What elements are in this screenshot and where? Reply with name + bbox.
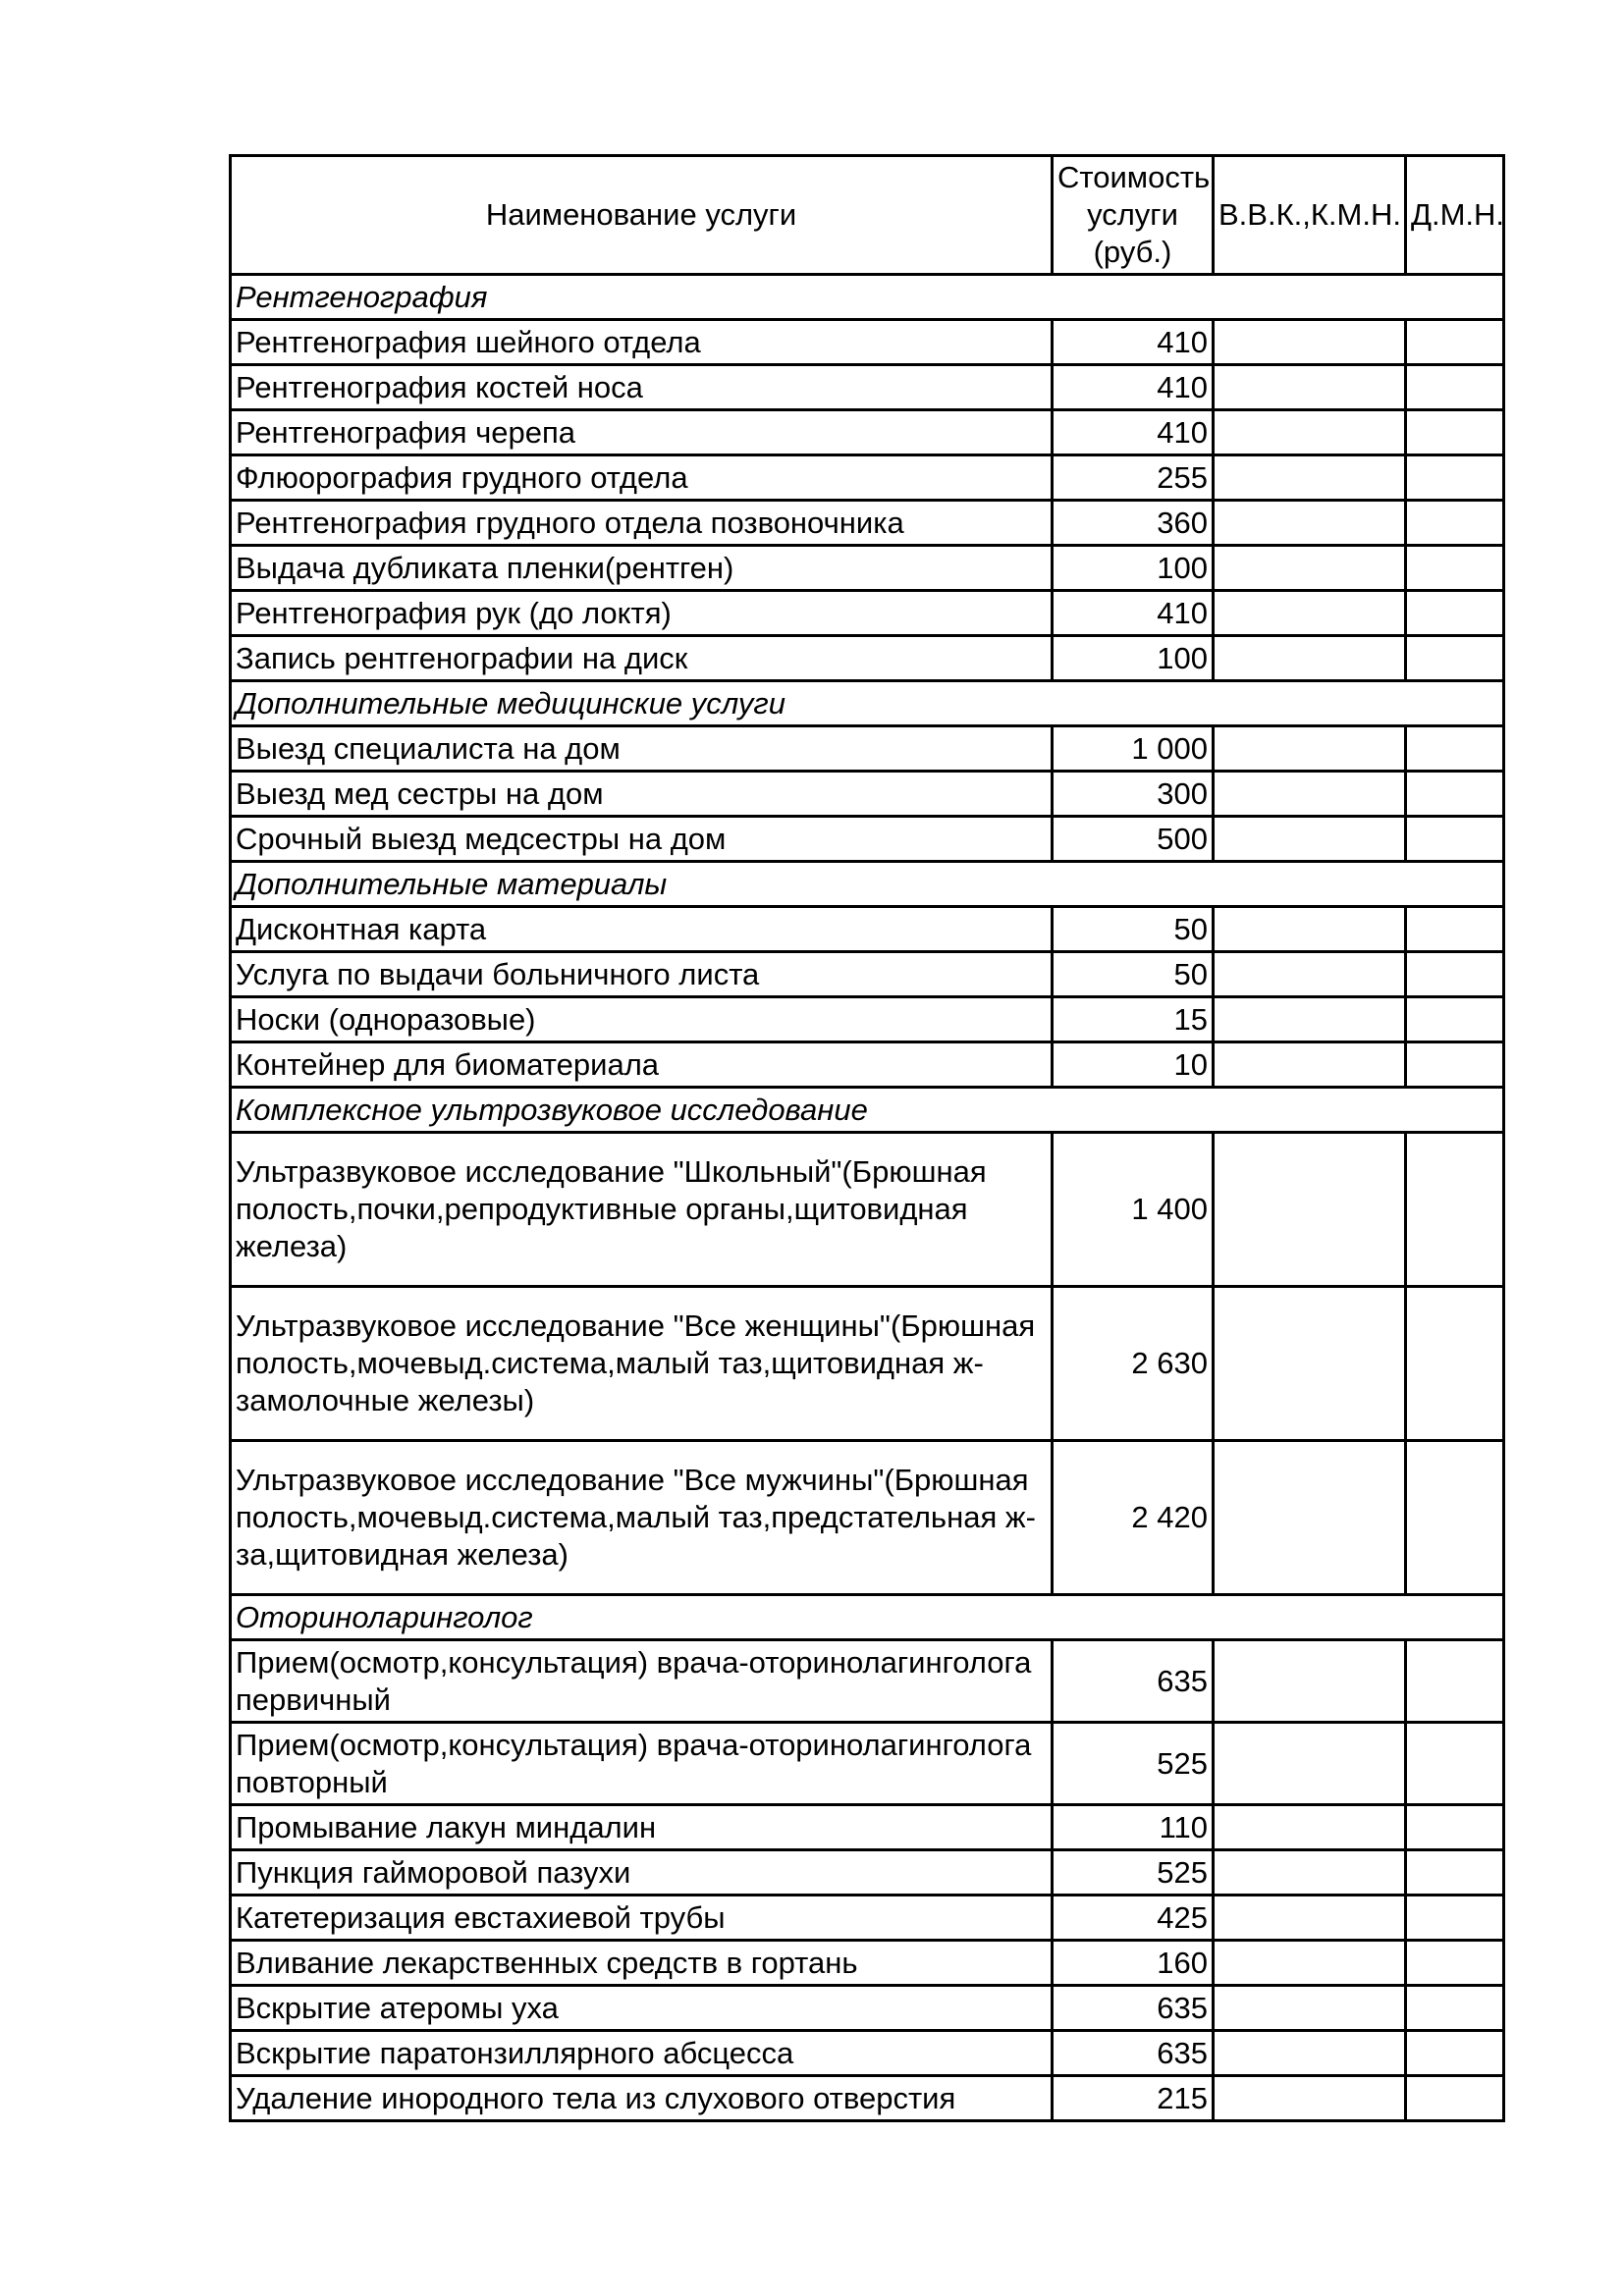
table-row xyxy=(231,591,1504,636)
section-title: Комплексное ультрозвуковое исследование xyxy=(231,1088,1504,1133)
table-row xyxy=(231,772,1504,817)
vvk-kmn-cell xyxy=(1214,907,1406,952)
dmn-cell xyxy=(1406,455,1504,501)
vvk-kmn-cell xyxy=(1214,546,1406,591)
dmn-cell xyxy=(1406,952,1504,997)
section-title: Рентгенография xyxy=(231,275,1504,320)
table-row xyxy=(231,365,1504,410)
dmn-cell xyxy=(1406,1441,1504,1595)
service-name-cell: Вскрытие паратонзиллярного абсцесса xyxy=(231,2031,1053,2076)
vvk-kmn-cell xyxy=(1214,1640,1406,1723)
dmn-cell xyxy=(1406,1287,1504,1441)
dmn-cell xyxy=(1406,772,1504,817)
service-name-cell: Катетеризация евстахиевой трубы xyxy=(231,1896,1053,1941)
dmn-cell xyxy=(1406,997,1504,1042)
dmn-cell xyxy=(1406,1941,1504,1986)
service-name-cell: Вскрытие атеромы уха xyxy=(231,1986,1053,2031)
vvk-kmn-cell xyxy=(1214,410,1406,455)
vvk-kmn-cell xyxy=(1214,1287,1406,1441)
price-cell: 100 xyxy=(1053,546,1214,591)
vvk-kmn-cell xyxy=(1214,1850,1406,1896)
dmn-cell xyxy=(1406,546,1504,591)
vvk-kmn-cell xyxy=(1214,726,1406,772)
vvk-kmn-cell xyxy=(1214,997,1406,1042)
service-name-cell: Рентгенография рук (до локтя) xyxy=(231,591,1053,636)
section-title: Оториноларинголог xyxy=(231,1595,1504,1640)
service-name-cell: Ультразвуковое исследование "Все мужчины"(Брюшная полость,мочевыд.система,малый таз,предстательная ж-за,щитовидная железа) xyxy=(231,1441,1053,1595)
dmn-cell xyxy=(1406,365,1504,410)
price-cell: 215 xyxy=(1053,2076,1214,2121)
table-row xyxy=(231,636,1504,681)
service-name-cell: Промывание лакун миндалин xyxy=(231,1805,1053,1850)
vvk-kmn-cell xyxy=(1214,952,1406,997)
dmn-cell xyxy=(1406,1042,1504,1088)
vvk-kmn-cell xyxy=(1214,772,1406,817)
table-row xyxy=(231,997,1504,1042)
table-row xyxy=(231,1723,1504,1805)
table-row xyxy=(231,1640,1504,1723)
section-row xyxy=(231,1595,1504,1640)
price-cell: 100 xyxy=(1053,636,1214,681)
table-row xyxy=(231,1941,1504,1986)
table-header-row xyxy=(231,156,1504,275)
dmn-cell xyxy=(1406,501,1504,546)
table-row xyxy=(231,1287,1504,1441)
vvk-kmn-cell xyxy=(1214,1441,1406,1595)
price-cell: 410 xyxy=(1053,365,1214,410)
table-row xyxy=(231,1042,1504,1088)
vvk-kmn-cell xyxy=(1214,1133,1406,1287)
dmn-cell xyxy=(1406,1640,1504,1723)
price-cell: 525 xyxy=(1053,1850,1214,1896)
vvk-kmn-cell xyxy=(1214,2031,1406,2076)
header-service-name: Наименование услуги xyxy=(231,156,1053,275)
price-cell: 50 xyxy=(1053,952,1214,997)
dmn-cell xyxy=(1406,2031,1504,2076)
vvk-kmn-cell xyxy=(1214,1042,1406,1088)
service-name-cell: Ультразвуковое исследование "Школьный"(Брюшная полость,почки,репродуктивные органы,щитовидная железа) xyxy=(231,1133,1053,1287)
dmn-cell xyxy=(1406,410,1504,455)
dmn-cell xyxy=(1406,591,1504,636)
section-row xyxy=(231,1088,1504,1133)
dmn-cell xyxy=(1406,907,1504,952)
price-cell: 110 xyxy=(1053,1805,1214,1850)
price-cell: 525 xyxy=(1053,1723,1214,1805)
table-row xyxy=(231,455,1504,501)
service-name-cell: Выезд мед сестры на дом xyxy=(231,772,1053,817)
price-cell: 1 000 xyxy=(1053,726,1214,772)
price-cell: 425 xyxy=(1053,1896,1214,1941)
service-name-cell: Дисконтная карта xyxy=(231,907,1053,952)
service-name-cell: Запись рентгенографии на диск xyxy=(231,636,1053,681)
header-vvk-kmn: В.В.К.,К.М.Н. xyxy=(1214,156,1406,275)
price-cell: 255 xyxy=(1053,455,1214,501)
price-cell: 635 xyxy=(1053,1986,1214,2031)
dmn-cell xyxy=(1406,1723,1504,1805)
service-name-cell: Срочный выезд медсестры на дом xyxy=(231,817,1053,862)
dmn-cell xyxy=(1406,1896,1504,1941)
vvk-kmn-cell xyxy=(1214,636,1406,681)
vvk-kmn-cell xyxy=(1214,817,1406,862)
section-row xyxy=(231,862,1504,907)
section-title: Дополнительные материалы xyxy=(231,862,1504,907)
vvk-kmn-cell xyxy=(1214,1805,1406,1850)
service-name-cell: Выдача дубликата пленки(рентген) xyxy=(231,546,1053,591)
price-cell: 10 xyxy=(1053,1042,1214,1088)
price-cell: 410 xyxy=(1053,410,1214,455)
header-price: Стоимость услуги (руб.) xyxy=(1053,156,1214,275)
service-name-cell: Ультразвуковое исследование "Все женщины"(Брюшная полость,мочевыд.система,малый таз,щитовидная ж-замолочные железы) xyxy=(231,1287,1053,1441)
table-row xyxy=(231,2076,1504,2121)
table-row xyxy=(231,1441,1504,1595)
dmn-cell xyxy=(1406,1986,1504,2031)
header-dmn: Д.М.Н. xyxy=(1406,156,1504,275)
service-name-cell: Услуга по выдачи больничного листа xyxy=(231,952,1053,997)
price-cell: 1 400 xyxy=(1053,1133,1214,1287)
table-row xyxy=(231,817,1504,862)
dmn-cell xyxy=(1406,2076,1504,2121)
table-row xyxy=(231,952,1504,997)
dmn-cell xyxy=(1406,1850,1504,1896)
table-row xyxy=(231,501,1504,546)
service-name-cell: Прием(осмотр,консультация) врача-оторинолагинголога первичный xyxy=(231,1640,1053,1723)
dmn-cell xyxy=(1406,817,1504,862)
vvk-kmn-cell xyxy=(1214,2076,1406,2121)
service-name-cell: Удаление инородного тела из слухового отверстия xyxy=(231,2076,1053,2121)
section-row xyxy=(231,275,1504,320)
table-row xyxy=(231,1805,1504,1850)
table-row xyxy=(231,1986,1504,2031)
table-row xyxy=(231,726,1504,772)
table-row xyxy=(231,410,1504,455)
price-cell: 2 420 xyxy=(1053,1441,1214,1595)
vvk-kmn-cell xyxy=(1214,591,1406,636)
dmn-cell xyxy=(1406,1805,1504,1850)
section-title: Дополнительные медицинские услуги xyxy=(231,681,1504,726)
vvk-kmn-cell xyxy=(1214,1941,1406,1986)
service-name-cell: Рентгенография черепа xyxy=(231,410,1053,455)
price-cell: 2 630 xyxy=(1053,1287,1214,1441)
service-name-cell: Рентгенография грудного отдела позвоночника xyxy=(231,501,1053,546)
vvk-kmn-cell xyxy=(1214,365,1406,410)
table-row xyxy=(231,1896,1504,1941)
service-name-cell: Вливание лекарственных средств в гортань xyxy=(231,1941,1053,1986)
table-row xyxy=(231,907,1504,952)
vvk-kmn-cell xyxy=(1214,501,1406,546)
service-name-cell: Прием(осмотр,консультация) врача-оторинолагинголога повторный xyxy=(231,1723,1053,1805)
dmn-cell xyxy=(1406,726,1504,772)
vvk-kmn-cell xyxy=(1214,1723,1406,1805)
price-cell: 410 xyxy=(1053,320,1214,365)
dmn-cell xyxy=(1406,636,1504,681)
table-row xyxy=(231,320,1504,365)
vvk-kmn-cell xyxy=(1214,1986,1406,2031)
service-name-cell: Контейнер для биоматериала xyxy=(231,1042,1053,1088)
price-cell: 15 xyxy=(1053,997,1214,1042)
table-row xyxy=(231,546,1504,591)
price-cell: 635 xyxy=(1053,2031,1214,2076)
service-name-cell: Флюорография грудного отдела xyxy=(231,455,1053,501)
price-cell: 300 xyxy=(1053,772,1214,817)
vvk-kmn-cell xyxy=(1214,320,1406,365)
table-row xyxy=(231,2031,1504,2076)
dmn-cell xyxy=(1406,1133,1504,1287)
table-row xyxy=(231,1850,1504,1896)
service-name-cell: Выезд специалиста на дом xyxy=(231,726,1053,772)
table-row xyxy=(231,1133,1504,1287)
service-name-cell: Пункция гайморовой пазухи xyxy=(231,1850,1053,1896)
dmn-cell xyxy=(1406,320,1504,365)
price-cell: 500 xyxy=(1053,817,1214,862)
service-name-cell: Носки (одноразовые) xyxy=(231,997,1053,1042)
price-cell: 160 xyxy=(1053,1941,1214,1986)
service-name-cell: Рентгенография костей носа xyxy=(231,365,1053,410)
price-table xyxy=(229,154,1505,2122)
price-cell: 50 xyxy=(1053,907,1214,952)
price-cell: 410 xyxy=(1053,591,1214,636)
price-cell: 360 xyxy=(1053,501,1214,546)
price-cell: 635 xyxy=(1053,1640,1214,1723)
vvk-kmn-cell xyxy=(1214,455,1406,501)
section-row xyxy=(231,681,1504,726)
price-table-body xyxy=(231,156,1504,2121)
service-name-cell: Рентгенография шейного отдела xyxy=(231,320,1053,365)
vvk-kmn-cell xyxy=(1214,1896,1406,1941)
